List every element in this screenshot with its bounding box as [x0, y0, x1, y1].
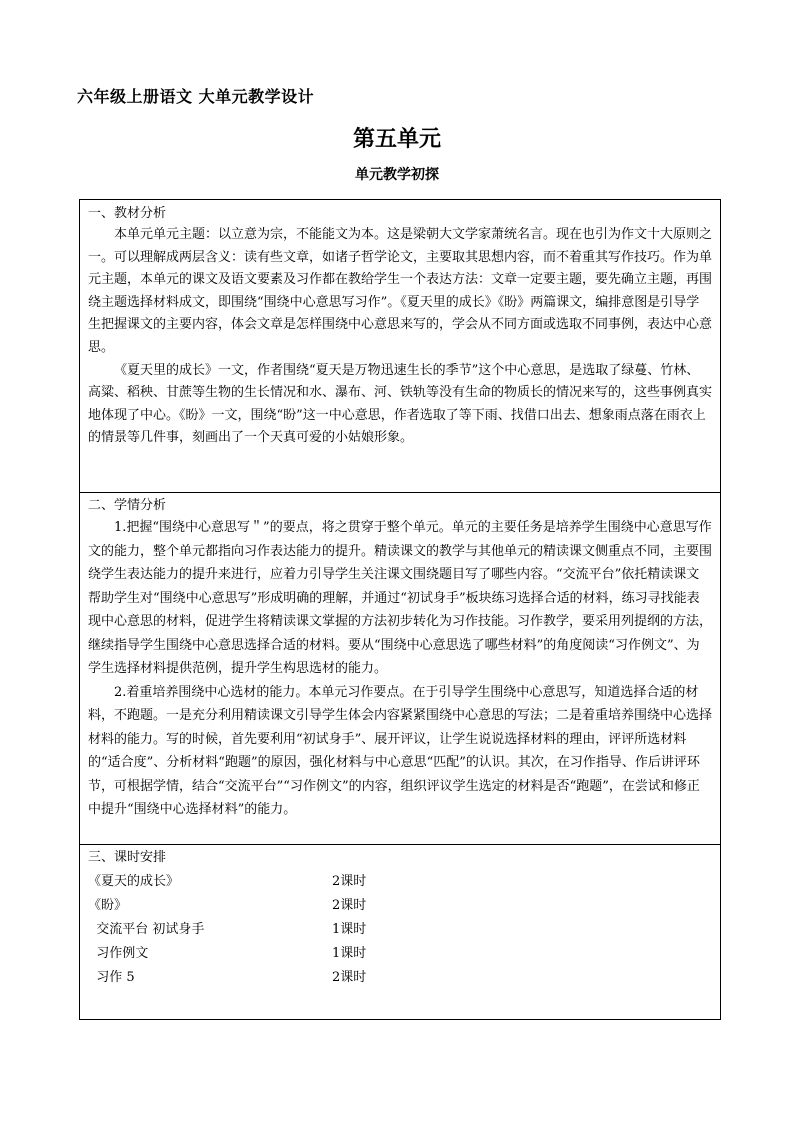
schedule-row: [88, 894, 712, 918]
page-subtitle: 单元教学初探: [355, 167, 439, 183]
lesson-name: 习作 5: [88, 970, 135, 985]
lesson-name: 《夏天的成长》: [88, 874, 180, 889]
lesson-hours: 2课时: [332, 874, 367, 889]
section-textbook-analysis: [79, 199, 721, 493]
schedule-row: [88, 942, 712, 966]
lesson-name: 交流平台 初试身手: [88, 922, 205, 937]
schedule-row: [88, 918, 712, 942]
schedule-row: [88, 966, 712, 990]
lesson-hours: 2课时: [332, 970, 367, 985]
section-schedule: [79, 844, 721, 1020]
lesson-hours: 2课时: [332, 898, 367, 913]
paragraph: 2.着重培养围绕中心选材的能力。本单元习作要点。在于引导学生围绕中心意思写，知道选择合适的材料，不跑题。一是充分利用精读课文引导学生体会内容紧紧围绕中心意思的写法；二是着重培养围绕中心选择材料的能力。写的时候，首先要利用“初试身手”、展开评议，让学生说说选择材料的理由，评评所选材料的“适合度”、分析材料“跑题”的原因，强化材料与中心意思“匹配”的认识。其次，在习作指导、作后讲评环节，可根据学情，结合“交流平台”“习作例文”的内容，组织评议学生选定的材料是否“跑题”，在尝试和修正中提升“围绕中心选择材料”的能力。: [88, 684, 713, 817]
unit-title: 第五单元: [352, 126, 441, 152]
paragraph: 1.把握“围绕中心意思写＂”的要点，将之贯穿于整个单元。单元的主要任务是培养学生围绕中心意思写作文的能力，整个单元都指向习作表达能力的提升。精读课文的教学与其他单元的精读课文侧重点不同，主要围绕学生表达能力的提升来进行，应着力引导学生关注课文围绕题目写了哪些内容。“交流平台”依托精读课文帮助学生对“围绕中心意思写”形成明确的理解，并通过“初试身手”板块练习选择合适的材料，练习寻找能表现中心意思的材料，促进学生将精读课文掌握的方法初步转化为习作技能。习作教学，要采用列提纲的方法，继续指导学生围绕中心意思选择合适的材料。要从“围绕中心意思选了哪些材料”的角度阅读“习作例文”、为学生选择材料提供范例，提升学生构思选材的能力。: [88, 520, 713, 676]
paragraph: 本单元单元主题：以立意为宗，不能能文为本。这是梁朝大文学家萧统名言。现在也引为作文十大原则之一。可以理解成两层含义：读有些文章，如诸子哲学论文，主要取其思想内容，而不着重其写作技巧。作为单元主题，本单元的课文及语文要素及习作都在教给学生一个表达方法：文章一定要主题，要先确立主题，再围绕主题选择材料成文，即围绕“围绕中心意思写习作”。《夏天里的成长》《盼》两篇课文，编排意图是引导学生把握课文的主要内容，体会文章是怎样围绕中心意思来写的，学会从不同方面或选取不同事例，表达中心意思。: [88, 227, 713, 355]
lesson-name: 习作例文: [88, 946, 149, 961]
section-learning-analysis: [79, 492, 721, 845]
paragraph: 《夏天里的成长》一文，作者围绕“夏天是万物迅速生长的季节”这个中心意思，是选取了绿蔓、竹林、高粱、稻秧、甘蔗等生物的生长情况和水、瀑布、河、铁轨等没有生命的物质长的情况来写的，这些事例真实地体现了中心。《盼》一文，围绕“盼”这一中心意思，作者选取了等下雨、找借口出去、想象雨点落在雨衣上的情景等几件事，刻画出了一个天真可爱的小姑娘形象。: [88, 362, 713, 446]
section-title: 二、学情分析: [88, 498, 167, 513]
document-heading: 六年级上册语文 大单元教学设计: [77, 87, 315, 106]
lesson-name: 《盼》: [88, 898, 128, 913]
lesson-hours: 1课时: [332, 922, 367, 937]
section-title: 三、课时安排: [88, 850, 167, 865]
lesson-hours: 1课时: [332, 946, 367, 961]
section-title: 一、教材分析: [88, 206, 167, 221]
schedule-row: [88, 870, 712, 894]
